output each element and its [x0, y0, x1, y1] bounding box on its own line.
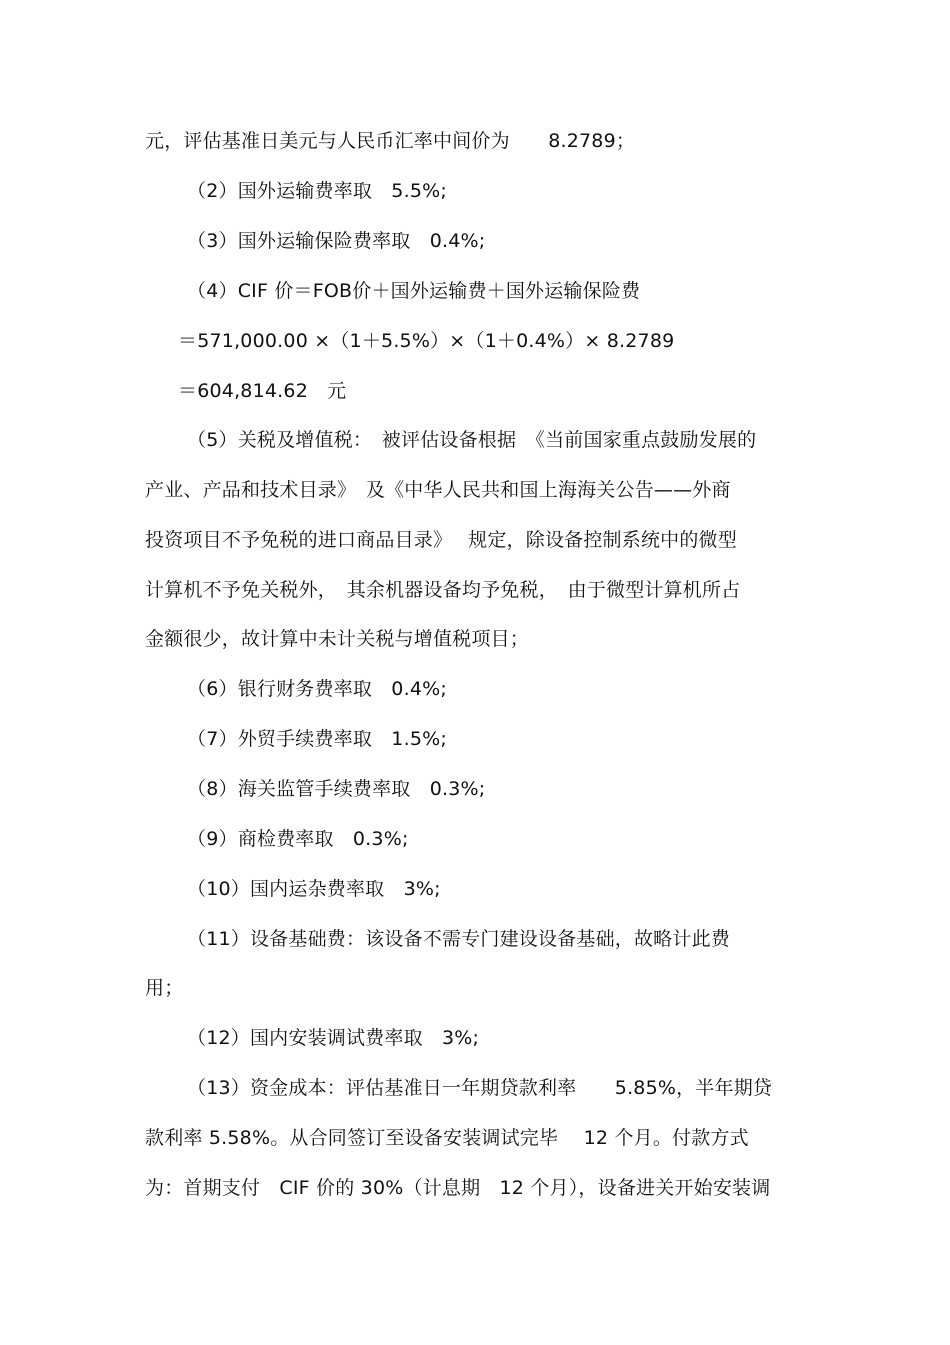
text-line-18: 用； — [145, 977, 184, 999]
text-line-3: （3）国外运输保险费率取 0.4%; — [187, 230, 486, 252]
text-line-17: （11）设备基础费：该设备不需专门建设设备基础，故略计此费 — [187, 928, 730, 950]
text-line-7: （5）关税及增值税： 被评估设备根据 《当前国家重点鼓励发展的 — [187, 429, 757, 451]
text-line-16: （10）国内运杂费率取 3%; — [187, 878, 441, 900]
text-line-1: 元，评估基准日美元与人民币汇率中间价为 8.2789； — [145, 130, 636, 152]
text-line-15: （9）商检费率取 0.3%; — [187, 828, 409, 850]
text-line-5: ＝571,000.00 ×（1＋5.5%）×（1＋0.4%）× 8.2789 — [178, 330, 675, 352]
text-line-9: 投资项目不予免税的进口商品目录》 规定，除设备控制系统中的微型 — [145, 529, 737, 551]
text-line-22: 为：首期支付 CIF 价的 30%（计息期 12 个月），设备进关开始安装调 — [145, 1177, 771, 1199]
text-line-21: 款利率 5.58%。从合同签订至设备安装调试完毕 12 个月。付款方式 — [145, 1127, 749, 1149]
text-line-8: 产业、产品和技术目录》 及《中华人民共和国上海海关公告——外商 — [145, 479, 731, 501]
text-line-14: （8）海关监管手续费率取 0.3%; — [187, 778, 486, 800]
text-line-12: （6）银行财务费率取 0.4%; — [187, 678, 447, 700]
text-line-6: ＝604,814.62 元 — [178, 380, 347, 402]
text-line-10: 计算机不予免关税外， 其余机器设备均予免税， 由于微型计算机所占 — [145, 579, 741, 601]
text-line-2: （2）国外运输费率取 5.5%; — [187, 180, 447, 202]
text-line-13: （7）外贸手续费率取 1.5%; — [187, 728, 447, 750]
text-line-11: 金额很少，故计算中未计关税与增值税项目； — [145, 628, 530, 650]
text-line-20: （13）资金成本：评估基准日一年期贷款利率 5.85%，半年期贷 — [187, 1077, 773, 1099]
text-line-4: （4）CIF 价＝FOB价＋国外运输费＋国外运输保险费 — [187, 280, 641, 302]
text-line-19: （12）国内安装调试费率取 3%; — [187, 1027, 480, 1049]
